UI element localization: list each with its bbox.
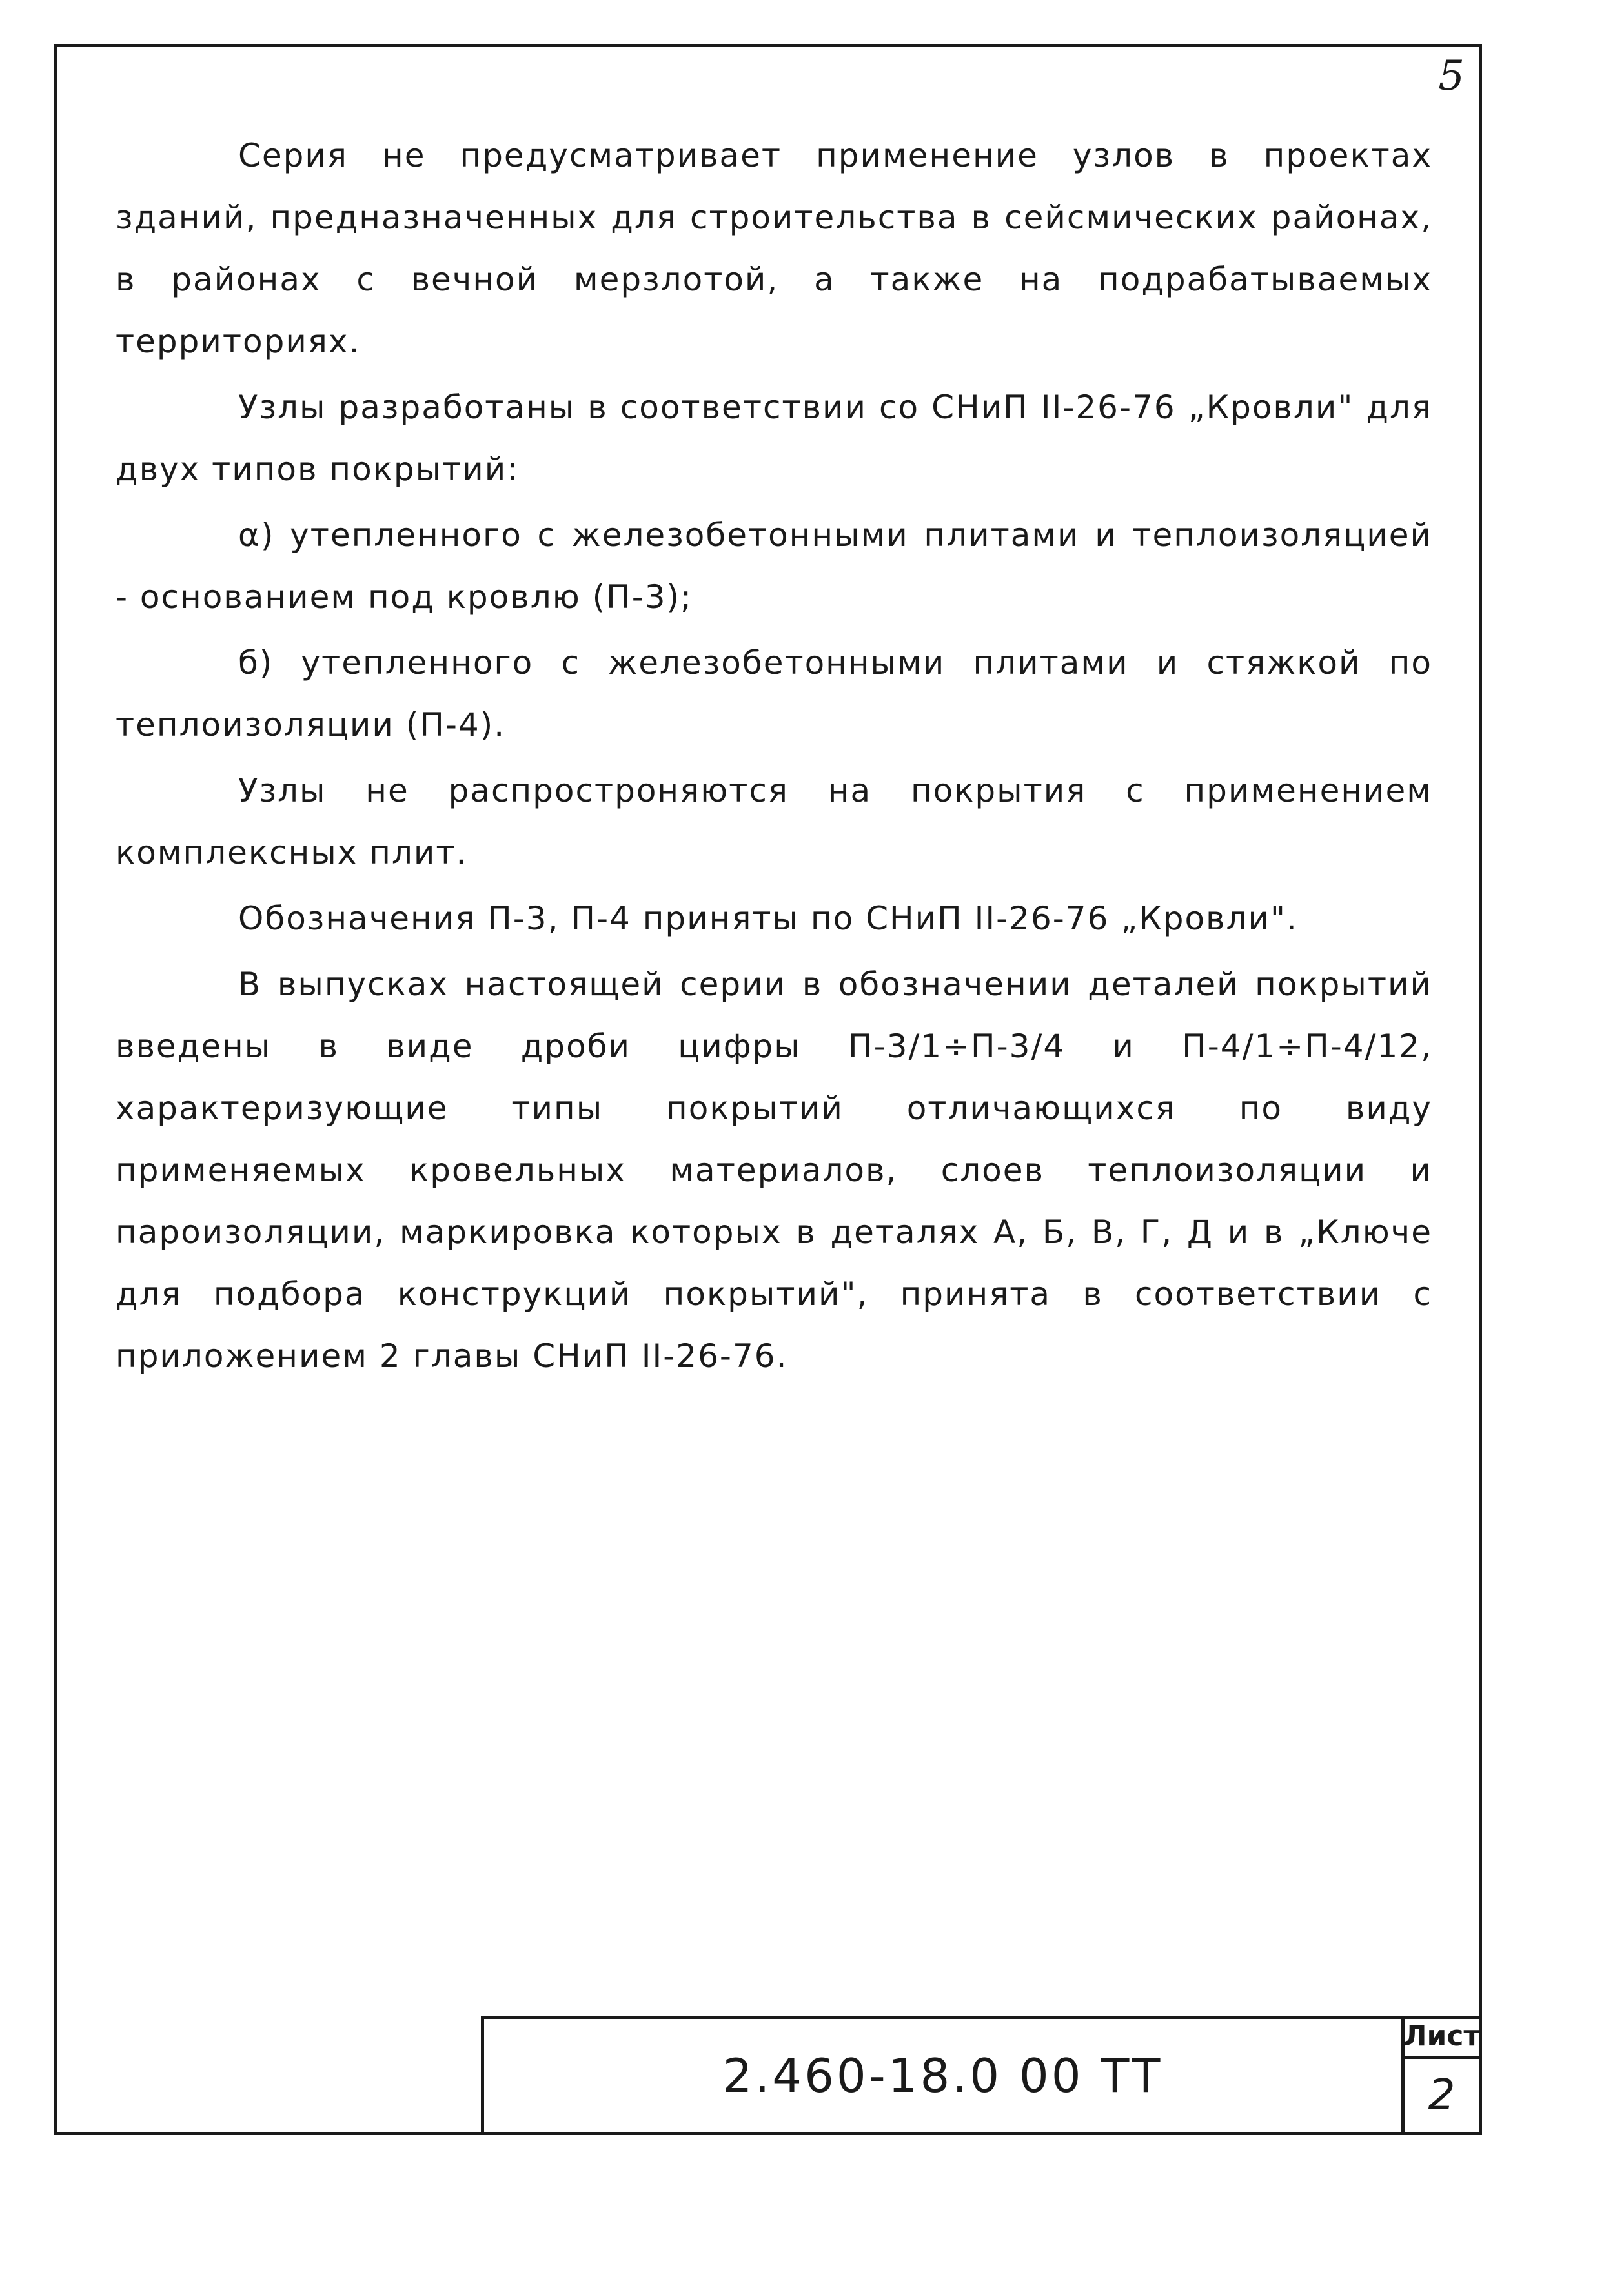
- paragraph-1: Серия не предусматривает применение узлов в проектах зданий, предназначенных для строительства в сейсмических районах, в районах с вечной мерзлотой, а также на подрабатываемых территориях.: [116, 137, 1432, 360]
- paragraph-4: б) утепленного с железобетонными плитами и стяжкой по теплоизоляции (П-4).: [116, 644, 1432, 744]
- paragraph-5: Узлы не распростроняются на покрытия с применением комплексных плит.: [116, 772, 1432, 871]
- paragraph-3: α) утепленного с железобетонными плитами и теплоизоляцией - основанием под кровлю (П-3);: [116, 516, 1432, 616]
- sheet-cell: [1401, 2016, 1479, 2132]
- sheet-label: Лист: [1405, 2016, 1479, 2059]
- paragraph-7: В выпусках настоящей серии в обозначении деталей покрытий введены в виде дроби цифры П-3/1÷П-3/4 и П-4/1÷П-4/12, характеризующие типы покрытий отличающихся по виду применяемых кровельных материалов, слоев теплоизоляции и пароизоляции, маркировка которых в деталях А, Б, В, Г, Д и в „Ключе для подбора конструкций покрытий", принята в соответствии с приложением 2 главы СНиП II-26-76.: [116, 966, 1432, 1375]
- body-text: [116, 125, 1432, 1391]
- sheet-number: 2: [1428, 2069, 1456, 2120]
- page-number: 5: [1438, 52, 1465, 100]
- document-code: 2.460-18.0 00 ТТ: [722, 2048, 1163, 2103]
- drawing-sheet-frame: [54, 44, 1482, 2135]
- paragraph-6: Обозначения П-3, П-4 приняты по СНиП II-26-76 „Кровли".: [238, 900, 1298, 937]
- title-block: [481, 2016, 1479, 2132]
- paragraph-2: Узлы разработаны в соответствии со СНиП II-26-76 „Кровли" для двух типов покрытий:: [116, 389, 1432, 488]
